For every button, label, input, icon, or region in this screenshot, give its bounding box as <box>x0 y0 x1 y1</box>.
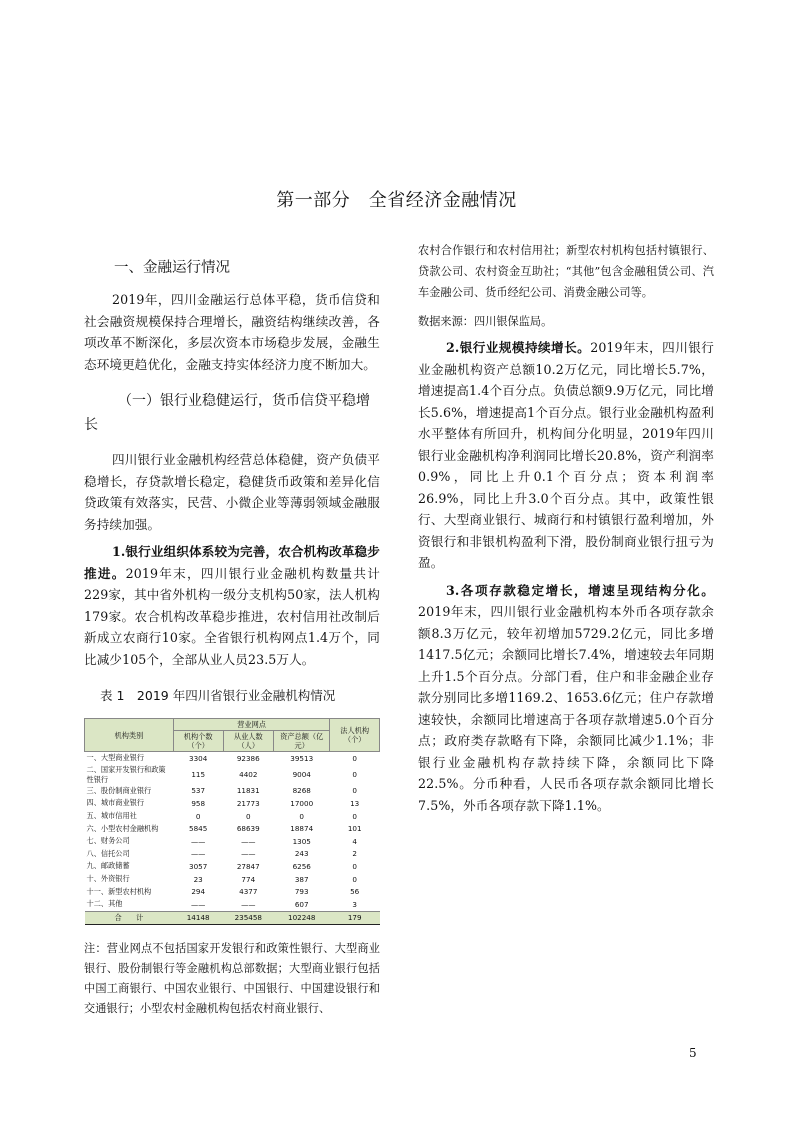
left-column <box>84 250 380 1019</box>
cell-legal: 4 <box>352 836 357 846</box>
table-note: 注：营业网点不包括国家开发银行和政策性银行、大型商业银行、股份制银行等金融机构总部数据；大型商业银行包括中国工商银行、中国农业银行、中国银行、中国建设银行和交通银行；小型农村金融机构包括农村商业银行、 <box>84 942 380 1016</box>
cell-legal: 0 <box>352 786 357 796</box>
right-column <box>418 240 714 822</box>
cell-legal: 0 <box>352 770 357 780</box>
paragraph-2-lead: 1.银行业组织体系较为完善，农合机构改革稳步推进。 <box>84 544 380 581</box>
table-total-row <box>85 911 380 925</box>
cell-staff: 68639 <box>236 824 260 834</box>
table-row <box>85 822 380 835</box>
cell-legal: 0 <box>352 874 357 884</box>
total-name: 合 计 <box>85 911 174 925</box>
cell-count: 5845 <box>189 824 208 834</box>
page-title: 第一部分 全省经济金融情况 <box>276 190 517 211</box>
table-note-continued: 农村合作银行和农村信用社；新型农村机构包括村镇银行、贷款公司、农村资金互助社；“其他”包含金融租赁公司、汽车金融公司、货币经纪公司、消费金融公司等。 <box>418 244 714 299</box>
cell-assets: 6256 <box>292 861 311 871</box>
cell-legal: 2 <box>352 849 357 859</box>
table-row <box>85 848 380 861</box>
cell-staff: 92386 <box>236 753 260 763</box>
cell-name: 六、小型农村金融机构 <box>86 823 159 833</box>
paragraph-3-lead: 2.银行业规模持续增长。 <box>446 340 591 355</box>
page-number: 5 <box>689 1046 697 1060</box>
cell-name: 二、国家开发银行和政策性银行 <box>86 764 166 784</box>
cell-name: 十二、其他 <box>86 899 123 909</box>
total-staff: 235458 <box>223 911 274 925</box>
table-row <box>85 835 380 848</box>
cell-assets: 18874 <box>290 824 314 834</box>
cell-legal: 101 <box>347 824 362 834</box>
header-count: 机构个数（个） <box>173 731 223 752</box>
cell-name: 九、邮政储蓄 <box>86 861 130 871</box>
cell-assets: 793 <box>294 887 309 897</box>
cell-count: 537 <box>191 786 206 796</box>
header-legal: 法人机构（个） <box>330 719 380 752</box>
cell-name: 四、城市商业银行 <box>86 798 145 808</box>
cell-legal: 56 <box>350 887 360 897</box>
paragraph-4 <box>418 580 714 817</box>
table-row <box>85 885 380 898</box>
section-heading: 一、金融运行情况 <box>114 260 230 276</box>
cell-assets: 8268 <box>292 786 311 796</box>
cell-staff: 11831 <box>236 786 260 796</box>
cell-assets: 243 <box>294 849 309 859</box>
cell-name: 八、信托公司 <box>86 848 130 858</box>
table-row <box>85 898 380 911</box>
table-row <box>85 752 380 765</box>
table-row <box>85 810 380 823</box>
cell-legal: 0 <box>352 811 357 821</box>
intro-paragraph: 2019年，四川金融运行总体平稳，货币信贷和社会融资规模保持合理增长，融资结构继续改善，各项改革不断深化，多层次资本市场稳步发展，金融生态环境更趋优化，金融支持实体经济力度不断加大。 <box>84 292 380 372</box>
paragraph-3 <box>418 337 714 574</box>
paragraph-1: 四川银行业金融机构经营总体稳健，资产负债平稳增长，存贷款增长稳定，稳健货币政策和差异化信贷政策有效落实，民营、小微企业等薄弱领域金融服务持续加强。 <box>84 452 380 532</box>
paragraph-2-text: 2019年末，四川银行业金融机构数量共计229家，其中省外机构一级分支机构50家，法人机构179家。农合机构改革稳步推进，农村信用社改制后新成立农商行10家。全省银行机构网点1.4万个，同比减少105个，全部从业人员23.5万人。 <box>84 565 380 667</box>
header-staff: 从业人数（人） <box>223 731 274 752</box>
total-assets: 102248 <box>274 911 330 925</box>
cell-assets: 0 <box>299 811 304 821</box>
cell-name: 五、城市信用社 <box>86 811 137 821</box>
table-row <box>85 765 380 785</box>
cell-count: 958 <box>191 798 206 808</box>
cell-staff: —— <box>241 899 256 909</box>
cell-assets: 39513 <box>290 753 314 763</box>
paragraph-4-text: 2019年末，四川银行业金融机构本外币各项存款余额8.3万亿元，较年初增加5729.2亿元，同比多增1417.5亿元；余额同比增长7.4%，增速较去年同期上升1.5个百分点。分部门看，住户和非金融企业存款分别同比多增1169.2、1653.6亿元；住户存款增速较快，余额同比增速高于各项存款增速5.0个百分点；政府类存款略有下降，余额同比减少1.1%；非银行业金融机构存款持续下降，余额同比下降22.5%。分币种看，人民币各项存款余额同比增长7.5%，外币各项存款下降1.1%。 <box>418 604 714 813</box>
total-legal: 179 <box>330 911 380 925</box>
cell-name: 七、财务公司 <box>86 836 130 846</box>
cell-staff: 4402 <box>239 770 258 780</box>
paragraph-4-lead: 3.各项存款稳定增长，增速呈现结构分化。 <box>446 582 714 598</box>
cell-count: 23 <box>193 874 203 884</box>
table-caption: 表 1 2019 年四川省银行业金融机构情况 <box>100 688 336 703</box>
total-count: 14148 <box>173 911 223 925</box>
table-row <box>85 797 380 810</box>
paragraph-2 <box>84 541 380 670</box>
header-category: 机构类别 <box>85 719 174 752</box>
cell-assets: 387 <box>294 874 309 884</box>
cell-count: 3057 <box>189 861 208 871</box>
cell-assets: 607 <box>294 899 309 909</box>
cell-count: 3304 <box>189 753 208 763</box>
paragraph-3-text: 2019年末，四川银行业金融机构资产总额10.2万亿元，同比增长5.7%，增速提高1.4个百分点。负债总额9.9万亿元，同比增长5.6%，增速提高1个百分点。银行业金融机构盈利水平整体有所回升，机构间分化明显，2019年四川银行业金融机构净利润同比增长20.8%，资产利润率0.9%，同比上升0.1个百分点；资本利润率26.9%，同比上升3.0个百分点。其中，政策性银行、大型商业银行、城商行和村镇银行盈利增加，外资银行和非银机构盈利下滑，股份制商业银行扭亏为盈。 <box>418 340 714 570</box>
institutions-table <box>84 718 380 925</box>
table-row <box>85 873 380 886</box>
cell-staff: 27847 <box>236 861 260 871</box>
table-row <box>85 860 380 873</box>
table-row <box>85 785 380 798</box>
cell-name: 一、大型商业银行 <box>86 753 145 763</box>
header-assets: 资产总额（亿元） <box>274 731 330 752</box>
cell-staff: —— <box>241 836 256 846</box>
cell-count: —— <box>190 836 206 846</box>
cell-count: 0 <box>195 811 201 821</box>
cell-name: 十一、新型农村机构 <box>86 886 152 896</box>
data-source: 数据来源：四川银保监局。 <box>418 315 553 328</box>
cell-count: —— <box>190 849 206 859</box>
cell-legal: 0 <box>352 753 357 763</box>
cell-count: 115 <box>191 770 206 780</box>
cell-staff: —— <box>241 849 256 859</box>
cell-assets: 9004 <box>292 770 311 780</box>
cell-staff: 4377 <box>239 887 258 897</box>
cell-assets: 1305 <box>292 836 311 846</box>
cell-legal: 13 <box>350 798 360 808</box>
cell-staff: 0 <box>245 811 251 821</box>
cell-name: 三、股份制商业银行 <box>86 785 152 795</box>
cell-assets: 17000 <box>290 798 314 808</box>
cell-staff: 774 <box>241 874 256 884</box>
cell-legal: 3 <box>352 899 357 909</box>
header-group: 营业网点 <box>173 719 330 731</box>
cell-legal: 0 <box>352 861 357 871</box>
cell-staff: 21773 <box>236 798 260 808</box>
subheading: （一）银行业稳健运行，货币信贷平稳增长 <box>84 393 370 433</box>
cell-count: —— <box>190 899 206 909</box>
cell-name: 十、外资银行 <box>86 874 130 884</box>
cell-count: 294 <box>191 887 206 897</box>
